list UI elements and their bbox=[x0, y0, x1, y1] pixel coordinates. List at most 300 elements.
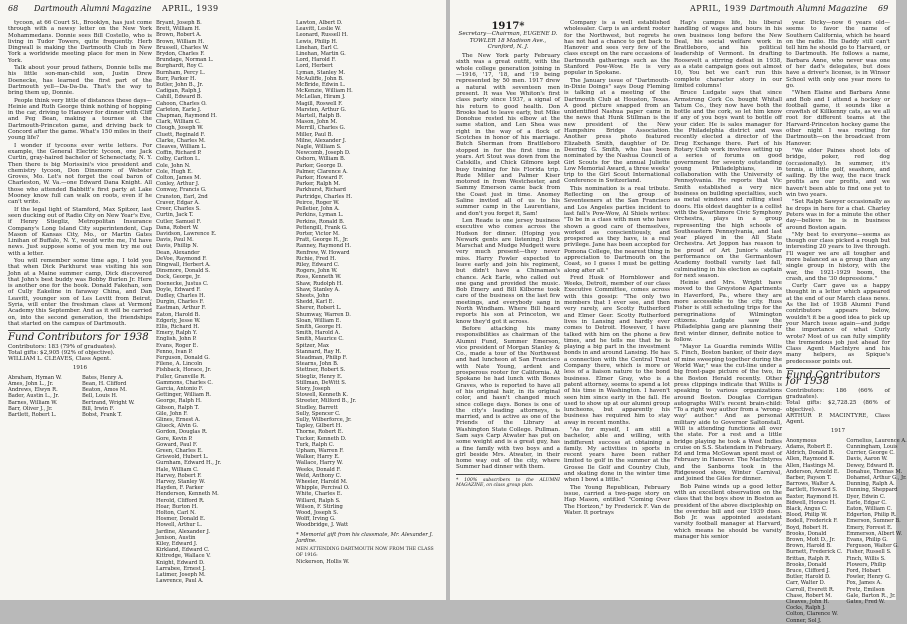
contributor-name: Evans, Roger E. bbox=[156, 342, 199, 349]
fund-title: Fund Contributors for 1938 bbox=[8, 332, 149, 344]
contributor-name: Merrill, Charles G. bbox=[296, 125, 346, 132]
contributor-name: Adams, Robert E. bbox=[786, 443, 833, 450]
contributor-name: Fishback, Horace, Jr. bbox=[156, 367, 212, 374]
contributor-name: Smith, George H. bbox=[296, 323, 342, 330]
contributor-name: Glines, Ernest A. bbox=[156, 417, 201, 423]
fund-stat-line: Total gifts: $2,905 (92% of objective). bbox=[8, 349, 115, 356]
page-number: 68 bbox=[8, 4, 19, 13]
contributor-name: Wood, Joseph S. bbox=[296, 510, 339, 517]
contributor-name: Clarke, Charles M. bbox=[156, 137, 206, 144]
contributor-name: Burnett, Frederick C. bbox=[786, 549, 843, 556]
fund-names bbox=[786, 437, 907, 624]
contributor-name: Bader, Austin L., Jr. bbox=[8, 393, 60, 400]
contributor-name: Kiley, Edward J. bbox=[156, 541, 198, 548]
contributor-name: Bobst, Frank T. bbox=[82, 411, 122, 418]
contributor-name: Barr, Oliver J., Jr. bbox=[8, 405, 53, 412]
contributor-name: Parker, Ralph M. bbox=[296, 181, 341, 188]
contributor-name: Goward, Paul F. bbox=[156, 441, 198, 448]
contributor-name: Herold, Clifford R. bbox=[156, 497, 205, 504]
contributor-name: Bruce, Clifford J. bbox=[786, 567, 830, 574]
paragraph: year. Dicky—now 6 years old—seems to favor the name of Southern California, which he heard on the radio. His Daddy still can't tell him he should go to Harvard, or to Dartmouth. He follows a name, Barbara Anne, who never was one of her dad's delegates, but does have a driver's license, is in Winsor School with only one year more to go. bbox=[786, 20, 890, 89]
magazine-title: Dartmouth Alumni Magazine bbox=[34, 4, 152, 13]
fund-stats bbox=[8, 344, 152, 363]
paragraph: If the legal light of Stamford, Max Spitzer, last seen ducking out of Radio City on New Year's Eve, if Henry Stiegliz, Metropolitan Insurance Company's Long Island City superintendent, Cap Mason of Kansas City, Mo., or Martin Gates Linihan of Buffalo, N. Y., would write me, I'd have news. Just suppose some of you men try me out with a letter. bbox=[8, 206, 152, 257]
contributor-name: Dunning, Sheppard bbox=[846, 487, 898, 494]
attending-note: MEN ATTENDING DARTMOUTH NOW FROM THE CLASS OF 1916: bbox=[296, 547, 434, 559]
contributor-name: Latimer, Joseph M. bbox=[156, 572, 206, 579]
left-page bbox=[0, 0, 446, 600]
contributor-name: Shaw, Rudolph H. bbox=[296, 280, 343, 287]
contributor-name: Pratt, George H., Jr. bbox=[296, 237, 349, 244]
fund-stat-line: WILLIAM L. CLEAVES, Class Agent. bbox=[8, 356, 112, 363]
contributor-name: Dudley, Charles H. bbox=[156, 292, 206, 299]
contributor-name: Dingwall, Herbert A. bbox=[156, 261, 211, 268]
contributor-name: Perkins, Lyman L. bbox=[296, 212, 344, 219]
contributor-name: Newcomb, Joseph D. bbox=[296, 150, 351, 157]
contributor-name: Turk, Ralph C. bbox=[296, 441, 335, 448]
contributor-name: Baxter, Raymond H. bbox=[786, 493, 839, 500]
contributor-name: Lord, Herbert bbox=[296, 63, 333, 70]
paragraph: The January issue of "Dartmouth-in-Dixie Doings" says Doug Fleming is talking at a meeting of the Dartmouth Club at Houston, Texas. A good picture snapped from an unidentified Nashua paper came in the news that Hunk Stillman is the new president of the New Hampshire Bridge Association. Another press photo featured Elizabeth Smith, daughter of Dr. Deering G. Smith, who has been nominated by the Nashua Council of Girl Scouts for the annual Juliette Low Memorial Award, a three weeks' trip to the Girl Scout International Conference in Switzerland. bbox=[564, 77, 670, 185]
contributor-name: Stannard, Ray H. bbox=[296, 348, 342, 355]
contributor-name: Emerson, Sumner B. bbox=[846, 518, 901, 525]
contributor-name: Cornelius, Laurence A. bbox=[846, 437, 907, 444]
contributor-name: Gibson, Ralph T. bbox=[156, 404, 199, 411]
article-text bbox=[456, 53, 560, 471]
contributor-name: Allen, Hastings M. bbox=[786, 462, 835, 469]
fund-names bbox=[8, 375, 152, 418]
contributor-name: Davidson, Lawrence E. bbox=[156, 230, 217, 237]
contributor-name: Fowler, Henry G. bbox=[846, 574, 891, 581]
contributor-name: Black, Angus C. bbox=[786, 505, 828, 512]
contributor-name: Eaton, Harold B. bbox=[156, 311, 201, 318]
contributor-name: Carr, Walter D. bbox=[786, 580, 826, 587]
contributor-name: Howell, Arthur L. bbox=[156, 522, 202, 529]
contributor-name: Bartlett, Robert L. bbox=[8, 411, 57, 418]
divider bbox=[786, 368, 890, 369]
contributor-name: Lord, Harold F. bbox=[296, 57, 336, 64]
contributor-name: Cole, Hugh E. bbox=[156, 168, 193, 175]
contributor-name: Martell, Ralph B. bbox=[296, 113, 342, 120]
contributor-name: Peirce, Roger W. bbox=[296, 199, 340, 206]
contributor-name: Davis, Paul M. bbox=[156, 237, 194, 244]
contributor-name: Fuller, Granville R. bbox=[156, 373, 206, 380]
contributor-name: Ames, John L., Jr. bbox=[8, 380, 54, 387]
paragraph: This nomination is a real tribute. Reflecting on the group of Seventeeners at the San Francisco and Los Angeles parties incident to last fall's Pow-Wow, Al Shiels writes: "To be in a class with men who have shown a good care of themselves, worked as conscientiously, and prospered as they have, is a real privilege. Jane has been accepted for Pomona College, the nearest thing in appreciation to Dartmouth on the Coast, so I guess I must be getting along after all." bbox=[564, 185, 670, 274]
right-page bbox=[450, 0, 907, 624]
contributor-name: Ross, Kenneth W. bbox=[296, 274, 342, 281]
contributor-name: Burghardt, Roy C. bbox=[156, 63, 204, 70]
contributor-name: Ford, Hobart bbox=[846, 567, 881, 574]
contributor-name: Lawrence, Paul A. bbox=[156, 578, 204, 585]
contributor-name: Richie, Fred H. bbox=[296, 255, 337, 262]
paragraph: The Young Republican, February issue, carried a two-page story on Hap Mason, entitled "Coming Over The Horizon," by Frederick F. Van de Water. It portrays bbox=[564, 484, 670, 516]
contributor-name: Harvey, Stanley W. bbox=[156, 479, 206, 486]
contributor-name: Brown, William H. bbox=[156, 38, 205, 45]
paragraph: Fred Husk of Hornblower and Weeks, Detroit, member of our class Executive Committee, comes across with this gossip: "The only two members that I ever see, and then very rarely, are Scotty Rutherford and Elmer Geer. Scotty Rutherford lives in Lansing and hardly ever comes to Detroit. However, I have talked with him on the phone a few times, and he tells me that he is playing a big part in the investment bonds in and around Lansing. He has a connection with the Central Trust Company there, which is more or less of a liaison nature to the bond business. Elmer Gray, who is a patent attorney, seems to spend a lot of his time in Washington. I haven't seen him since early in the fall. He used to show up at our alumni group luncheons, but apparently his business has required him to stay away in recent months. bbox=[564, 274, 671, 426]
contributor-name: Jenison, Austin bbox=[156, 534, 196, 541]
paragraph: Bob Paine winds up a good letter with an excellent observation on the class that the boys show in Boston as president of the above discipleship on the overdue bill and our 1939 dues. Bob Jr. was appointed assistant varsity football manager at Harvard, which means he should be varsity manager his senior bbox=[674, 483, 782, 541]
contributor-name: Emery, Ralph Y. bbox=[156, 330, 198, 337]
contributor-name: Stiegliz, Henry E. bbox=[296, 373, 343, 380]
contributor-name: Holton, Carl N. bbox=[156, 510, 196, 517]
paragraph: Curly Carr gave us a happy thought in a letter which appeared at the end of our March class news. As the list of 1938 Alumni Fund contributors appears below, wouldn't it be a good idea to pick up your March issue again—and judge the importance of what Curly wrote? Most of us can fully simplify the tremendous job just ahead for Class Agent MacIntyre and his many helpers, as Spique's predecessor points out. bbox=[786, 283, 890, 365]
contributor-name: Miller, Paul B. bbox=[296, 131, 334, 138]
contributor-name: Dana, Robert W. bbox=[156, 224, 199, 231]
contributor-name: Carroll, Everett R. bbox=[786, 586, 835, 593]
contributor-name: Dock, George, Jr. bbox=[156, 274, 201, 281]
contributor-name: Harvey, Robert F. bbox=[156, 472, 202, 479]
contributor-name: Barber, Payson T. bbox=[786, 474, 832, 481]
contributor-name: Story, Joseph bbox=[296, 385, 331, 392]
contributor-name: Conway, Francis G. bbox=[156, 187, 207, 194]
contributor-name: Lyman, Stanley M. bbox=[296, 69, 346, 76]
contributor-name: Doyle, Edward F. bbox=[156, 286, 201, 293]
contributor-name: Stillman, DeWitt S. bbox=[296, 379, 347, 386]
contributor-name: Brooks, Donald bbox=[786, 561, 827, 568]
contributor-name: Woodbridge, J. Watt bbox=[296, 522, 349, 529]
contributor-name: Smith, Harold A. bbox=[296, 330, 341, 337]
contributor-name: Mason, John M. bbox=[296, 119, 338, 126]
class-heading: 1917* bbox=[491, 21, 525, 32]
contributor-name: Gates, Fred W. bbox=[846, 598, 885, 605]
contributor-name: Chapman, Raymond H. bbox=[156, 113, 217, 120]
contributor-name: Linehan, Earl C. bbox=[296, 44, 339, 51]
contributor-name: Carleton, Earle J. bbox=[156, 106, 202, 113]
contributor-name: Sherer, Robert L. bbox=[296, 305, 342, 312]
fund-year: 1917 bbox=[830, 428, 846, 435]
contributor-name: Anderson, Arnold E. bbox=[786, 468, 840, 475]
contributor-name: Garcia, Antonio F. bbox=[156, 385, 204, 392]
contributor-name: Streeter, Milford B., Jr. bbox=[296, 398, 357, 405]
contributor-name: Dewey, Edward R. bbox=[846, 462, 895, 469]
contributor-name: Ranney, Raymond H. bbox=[296, 243, 351, 250]
contributor-name: Cunningham, Louis bbox=[846, 443, 898, 450]
contributor-name: Bates, Henry A. bbox=[82, 374, 124, 381]
contributor-name: Davis, Phillip N. bbox=[156, 243, 199, 250]
left-column-2 bbox=[156, 20, 294, 584]
magazine-title: Dartmouth Alumni Magazine bbox=[750, 4, 868, 13]
contributor-name: Barnes, William W. bbox=[8, 399, 58, 406]
contributor-name: Studley, Barrett bbox=[296, 404, 338, 411]
paragraph: Heinie and Mrs. Wright have moved to the Greystone Apartments in Haverford, Pa., where they are more accessible to the city. Russ Fisher is still scheduling trips for the peregrinations of Wilmington citizens. Ludgate saw the Philadelphia gang are planning their first winter dinner, definite notice to follow. bbox=[674, 280, 782, 343]
contributor-name: Bidwell, Horace H. bbox=[786, 499, 836, 506]
contributor-name: Aldrich, Donald B. bbox=[786, 450, 835, 457]
contributor-name: Donahue, Thomas M. bbox=[846, 468, 903, 475]
right-column-1 bbox=[456, 20, 560, 489]
contributor-name: Gammons, Charles C. bbox=[156, 379, 213, 386]
fund-year: 1916 bbox=[72, 365, 88, 372]
issue-date: APRIL, 1939 bbox=[162, 4, 219, 13]
contributor-name: Cocks, Ralph J. bbox=[786, 605, 826, 612]
contributor-name: Bean, H. Clifford bbox=[82, 380, 127, 387]
fund-stats bbox=[786, 388, 890, 426]
contributor-name: Finch, Willis S. bbox=[846, 555, 886, 562]
contributor-name: Fox, James A. bbox=[846, 580, 882, 587]
right-column-2 bbox=[564, 20, 670, 517]
contributor-name: Butler, John B., Jr. bbox=[156, 82, 204, 89]
contributor-name: Cranston, Earl, 2nd bbox=[156, 193, 208, 200]
contributor-name: Craver, Edgar A. bbox=[156, 199, 200, 206]
contributor-name: Hoar, Burton H. bbox=[156, 503, 198, 510]
article-text bbox=[786, 20, 890, 365]
contributor-name: McKenzie, William H. bbox=[296, 88, 353, 95]
contributor-name: Weeks, Donald F. bbox=[296, 466, 341, 473]
contributor-name: Brydon, Charles F. bbox=[156, 51, 205, 58]
contributor-name: Eaton, William C. bbox=[846, 505, 893, 512]
attending-name: Nickerson, Hollis W. bbox=[296, 559, 350, 566]
contributor-name: Hayden, F. Parker bbox=[156, 485, 204, 492]
contributor-name: Emery, Forrest E. bbox=[846, 524, 893, 531]
contributor-name: Glueck, Alvin G. bbox=[156, 423, 199, 430]
contributor-name: Wallace, Harry W. bbox=[296, 460, 343, 467]
contributor-name: Wheeler, Harold M. bbox=[296, 479, 348, 486]
contributor-name: Griswold, Hubert L. bbox=[156, 454, 209, 461]
divider bbox=[456, 474, 560, 475]
paragraph: "Mayor La Guardia reminds Willis S. Finch, Boston banker, of their days of mine sweeping together during the World War," was the cut-line under a big front-page picture of the two, in the Boston Herald recently. Other press clippings indicate that Willis is speaking to various organizations around Boston. Douglas Corrigan autographs Will's recent brain-child: "To a right way author from a 'wrong-way' author." And as personal military aide to Governor Saltonstall, Will is attending functions all over the state. For a rest and a little bridge playing he took a West Indies cruise on S.S. Statendam in February. Ed and Irma McGowan spent most of February in Hanover. The MacIntyres and the Sanborns took in the Ridgewood show, Winter Carnival, and joined the Giles for dinner. bbox=[674, 344, 782, 483]
contributor-name: Blood, Philip W. bbox=[786, 512, 828, 519]
contributor-name: Chase, Robert M. bbox=[786, 592, 833, 599]
contributor-name: Dyer, Edwin C. bbox=[846, 493, 886, 500]
left-page-header bbox=[0, 4, 446, 16]
contributor-name: Parker, George D. bbox=[296, 162, 343, 169]
contributor-name: English, John P. bbox=[156, 336, 197, 343]
contributor-name: Ellis, Richard H. bbox=[156, 323, 200, 330]
contributor-name: Brown, Harold B. bbox=[786, 543, 832, 550]
footnote: * 100% subscribers to the ALUMNI MAGAZINE, on class group plan. bbox=[456, 477, 560, 489]
contributor-name: Fretz, Emilson bbox=[846, 586, 885, 593]
paragraph: "Set Ralph Sawyer occasionally as he drops in here for a chat. Charley Peters was in for a minute the other day—believe he is in business around Boston again. bbox=[786, 199, 890, 231]
contributor-name: Thorne, Robert E. bbox=[296, 429, 344, 436]
paragraph: People think very little of distances these days—Heinie and Ruth George think nothing of hopping in the car, driving to Hanover for dinner with Cliff and Peg Bean, making a tournee at the Dartmouth-Princeton game, and driving back to Concord after the game. What's 150 miles in their young life? bbox=[8, 97, 152, 142]
right-column-3 bbox=[674, 20, 782, 541]
contributor-name: Sloan, William E. bbox=[296, 317, 342, 324]
contributor-name: Gale, Barton R., Jr. bbox=[846, 592, 896, 599]
contributor-name: Steadman, Philip F. bbox=[296, 354, 347, 361]
contributor-name: Linehan, Martin G. bbox=[296, 51, 346, 58]
contributor-name: Fisher, Russell S. bbox=[846, 549, 892, 556]
contributor-name: Fenno, Ivan P. bbox=[156, 348, 193, 355]
contributor-name: Osborn, William B. bbox=[296, 156, 346, 163]
contributor-name: Shedd, Karl E. bbox=[296, 299, 335, 306]
contributor-name: Allen, Raymond K. bbox=[786, 456, 835, 463]
contributor-name: Cluett, Reginald F. bbox=[156, 131, 205, 138]
contributor-name: Brown, Mott D., Jr. bbox=[786, 536, 836, 543]
contributor-name: Bartlett, Howard S. bbox=[786, 487, 838, 494]
contributor-name: Lawton, Albert D. bbox=[296, 20, 343, 26]
contributor-name: Bell, Louis H. bbox=[82, 393, 118, 400]
contributor-name: Kirkland, Edward C. bbox=[156, 547, 210, 554]
left-column-3 bbox=[296, 20, 438, 566]
contributor-name: Brett, William H. bbox=[156, 26, 201, 33]
contributor-name: Bertrand, Wright W. bbox=[82, 399, 135, 406]
contributor-name: Shumway, Warren D. bbox=[296, 311, 351, 318]
contributor-name: Gile, John F. bbox=[156, 410, 188, 417]
right-column-4 bbox=[786, 20, 907, 624]
contributor-name: Spitzer, Max bbox=[296, 342, 329, 349]
contributor-name: Larrabee, Ernest J. bbox=[156, 565, 206, 572]
contributor-name: Edgerly, Jesse W. bbox=[156, 317, 201, 324]
paragraph: Len Reade is one jersey business executive who comes across the Hudson for dinner. (Hoping you Newark gents are listening.) Dick Marschat and Mudge Mudgett were very much present—they never miss. Harry Fowler expected to leave early and join his regiment, but didn't have a Chinaman's chance. Ack Earle, who called out one gang and provided the music. Bob Emery and Bill Kilborne took care of the business on the last few meetings, and everybody sang in North Windham. Where Bill heard reports his son at Princeton, we know they'd got it across. bbox=[456, 217, 560, 325]
paragraph: Bruce Ludgate says that since Armstrong Cork Co. bought Whitall Tatum Co., they now have both the bottle and the cork, so let him know if any of you boys want to bottle off your cider. He is sales manager for the Philadelphia district and was recently elected a director of the Drug Exchange there. Part of his Rotary Club work involves setting up a series of forums on good government for seventy outstanding young Philadelphians, in collaboration with the University of Pennsylvania. He reports that Vic Smith established a very nice business on building specialties, such as metal windows and rolling steel doors. His oldest daughter is a cellist with the Swarthmore Civic Symphony Orchestra, plays in a group representing the high schools of Southeastern Pennsylvania, and last year played in the All State Orchestra. Art Joppon has reason to be proud of Art Junior's stellar performance on the Germantown Academy football varsity last fall, culminating in his election as captain for next season. bbox=[674, 90, 782, 279]
contributor-name: Cadigan, Ralph J. bbox=[156, 88, 202, 95]
article-text bbox=[8, 20, 152, 327]
contributor-name: Sheets, John bbox=[296, 292, 329, 299]
contributor-name: Colton, James M. bbox=[156, 175, 202, 182]
contributor-name: Walker, Harry E. bbox=[296, 454, 340, 461]
contributor-name: Cole, John N. bbox=[156, 162, 191, 169]
contributor-name: Barrows, Walter A. bbox=[786, 481, 836, 488]
contributor-name: McAuliffe, John B. bbox=[296, 75, 344, 82]
article-text bbox=[674, 20, 782, 540]
contributor-name: Leonard, Russell H. bbox=[296, 32, 348, 39]
contributor-name: Gurnham, Edward H., Jr. bbox=[156, 460, 222, 467]
contributor-name: Brittan, Ralph R. bbox=[786, 555, 831, 562]
paragraph: "My best to everyone—seems as though our class picked a rough but interesting 20 years to live through. I'll wager we are all tougher and more balanced as a group than any single group in history, with the war, the 1921-1929 boom, the crash, and the '30 depressions." bbox=[786, 231, 890, 282]
paragraph: Before attacking his many responsibilities as chairman of the Alumni Fund, Summer Emerson, vice president of Morgan Stanley & Co., made a tour of the Northwest and had luncheon at San Francisco with Nate Young, ardent and prosperous rooter for California. At Spokane he had lunch with Bones Graves, who is reported to have all of his original hair, in its original color, and hasn't changed much since college days. Bones is one of the city's leading attorneys, is married, and is active as one of the Friends of the Library at Washington State College. Pullman. Sam says Carp Atwater has put on some weight and is a great guy, has a fine family with two boys and a girl beside Mrs. Atwater, in their home way out of the city, where Summer had dinner with them. bbox=[456, 325, 560, 471]
contributor-name: White, Charles E. bbox=[296, 491, 343, 498]
contributor-name: Rogers, John W. bbox=[296, 268, 338, 275]
paragraph: "We elder Paines shoot lots of bridge, poker, red dog (occasionally). In summer, it's tennis, a little golf, seashore, and sailing. By the way, the race track profits are our profits, and we haven't been able to find one yet to win two years. bbox=[786, 147, 890, 199]
contributor-name: Bill, Irwin F. bbox=[82, 405, 115, 412]
contributor-name: Partridge, Charles H. bbox=[296, 193, 353, 200]
paragraph: Talk about your proud fathers, Donnie tells me his little son-man-child son, Justin Drew Doenecke, has learned the first part of the Dartmouth yell—Da-Da-Da. That's the way to bring them up, Donnie. bbox=[8, 65, 152, 97]
contributor-name: Perkins, Ronald B. bbox=[296, 218, 345, 225]
contributor-name: Tapley, Gilbert H. bbox=[296, 423, 342, 430]
contributor-name: Boyd, Robert H. bbox=[786, 524, 829, 531]
contributor-name: Gore, Kevin P. bbox=[156, 435, 193, 442]
contributor-name: Palmer, Clarence A. bbox=[296, 168, 348, 175]
contributor-name: Cahoon, Charles O. bbox=[156, 100, 207, 107]
contributor-name: Stettner, Robert S. bbox=[296, 367, 346, 374]
contributor-name: Cleaves, William L. bbox=[156, 144, 207, 151]
contributor-name: Parker, Howard F. bbox=[296, 175, 344, 182]
contributor-name: Riley, Edward C. bbox=[296, 261, 340, 268]
contributor-name: Colby, Carlton L. bbox=[156, 156, 201, 163]
paragraph: You will remember some time ago, I told you that when Dick Parkhurst was visiting his son John at a Maine summer camp, Dick discovered that John's best buddy was Bobby Burlen Jr. Here is another one for the book. Donald Fakehan, son of Cully Eakeline in faraway China, and Dan Leavitt, younger son of Les Levitt from Beirut, Syria, will enter the freshman class at Vermont Academy this September. And as it will be carried on, into the second generation, the friendships that started on the campus of Dartmouth. bbox=[8, 257, 152, 327]
contributor-name: Pettengill, Frank G. bbox=[296, 224, 348, 231]
fund-stat-line: Total gifts: $2,728.25 (86% of objective). bbox=[786, 400, 890, 413]
contributor-name: Sully, Spencer C. bbox=[296, 410, 341, 417]
fund-stat-line: ARTHUR P. MACINTYRE, Class Agent. bbox=[786, 412, 890, 426]
paragraph: Company is a well established wholesaler. Carp is an ardent rooter for the Northwest, but regrets he has not had a chance to get back to Hanover and sees very few of the class except on the rare occasions of Dartmouth gatherings such as the Stanford Pow-Wow. He is very popular in Spokane. bbox=[564, 20, 670, 77]
contributor-name: Whipple, Percival O. bbox=[296, 485, 350, 492]
contributor-name: Green, Charles E. bbox=[156, 448, 203, 455]
contributor-name: Evans, Philip G. bbox=[846, 536, 888, 543]
contributor-name: Dean, Alexander bbox=[156, 249, 200, 256]
contributor-name: Brussell, Charles W. bbox=[156, 44, 209, 51]
contributor-name: Coffin, Richard P. bbox=[156, 150, 202, 157]
contributor-name: Tucker, Kenneth D. bbox=[296, 435, 347, 442]
contributor-name: Edgerton, Philip R. bbox=[846, 512, 897, 519]
contributor-name: Colton, Clarence W. bbox=[786, 611, 838, 618]
contributor-name: Abraham, Hyman W. bbox=[8, 374, 62, 381]
contributor-name: Smith, Maurice C. bbox=[296, 336, 344, 343]
contributor-name: Gettinger, William R. bbox=[156, 392, 212, 399]
contributor-name: Henderson, Kenneth M. bbox=[156, 491, 219, 498]
contributor-name: Cleaves, John H. bbox=[786, 598, 830, 605]
contributor-name: Doenecke, Justus C. bbox=[156, 280, 209, 287]
contributor-name: Wolff, Irving G. bbox=[296, 516, 336, 523]
contributor-name: Stearns, John B. bbox=[296, 361, 339, 368]
contributor-name: Dunning, Ralph A. bbox=[846, 481, 895, 488]
contributor-name: Ferguson, Donald G. bbox=[156, 354, 210, 361]
contributor-name: Gordon, Douglas R. bbox=[156, 429, 208, 436]
contributor-name: Cahill, Edward B. bbox=[156, 94, 203, 101]
contributor-name: Burnham, Percy L. bbox=[156, 69, 206, 76]
contributor-name: Earle, Edgar C. bbox=[846, 499, 887, 506]
paragraph: tycoon, at 66 Court St., Brooklyn, has just come through with a newsy letter on the New York Mohammedans. Donnie sees Bill Costello, who is living in Tudor Towers, quite frequently. Herb Dingwall is making the Dartmouth Club in New York a worldwide meeting place for men in New York. bbox=[8, 20, 152, 64]
contributor-name: Durgin, Charles F. bbox=[156, 299, 204, 306]
contributor-name: Brundage, Norman L. bbox=[156, 57, 214, 64]
contributor-name: Bodell, Frederick F. bbox=[786, 518, 838, 525]
divider bbox=[8, 330, 152, 331]
page-number: 69 bbox=[878, 4, 889, 13]
contributor-name: Andrews, Elwyn R. bbox=[8, 387, 58, 394]
contributor-name: Knight, Edward D. bbox=[156, 559, 205, 566]
contributor-name: Brown, Robert A. bbox=[156, 32, 202, 39]
paragraph: Hap's campus life, his liberal handling of wages and hours in his own business long before the New Deal, his social welfare work in Brattleboro, and his political leadership of Vermont. In drafting Roosevelt a stirring defeat in 1938, as a state campaign goes out almost 10, You bet we can't run this complete character story in our limited columns! bbox=[674, 20, 782, 89]
contributor-name: Creer, Charles S. bbox=[156, 206, 201, 213]
contributor-name: Filene, A. Lincoln bbox=[156, 361, 203, 368]
contributor-name: Stowell, Kenneth K. bbox=[296, 392, 349, 399]
contributor-name: Cutler, Samuel F. bbox=[156, 218, 202, 225]
contributor-name: Shaw, Stanley A. bbox=[296, 286, 340, 293]
contributor-name: George, Ralph H. bbox=[156, 398, 202, 405]
memorial-note: * Memorial gift from his classmate, Mr. Alexander J. Jardine. bbox=[296, 531, 433, 544]
contributor-name: McBride, Edwin L. bbox=[296, 82, 346, 89]
contributor-name: Anonymous bbox=[786, 437, 817, 444]
issue-date: APRIL, 1939 bbox=[690, 4, 747, 13]
contributor-name: Lewis, Philip H. bbox=[296, 38, 338, 45]
paragraph: "When Elaine and Barbara Anne and Bob and I attend a hockey or football game, it sounds like a crawfish of Killkenny cats, as we all root for different teams at the Harvard-Princeton hockey game the other night I was rooting for Dartmouth—on the broadcast from Hanover. bbox=[786, 90, 890, 147]
contributor-name: Porter, Victor M. bbox=[296, 230, 340, 237]
contributor-name: Burr, Parker H. bbox=[156, 75, 197, 82]
contributor-name: Conley, Arthur J. bbox=[156, 181, 200, 188]
contributor-name: Ferguson, Walter G. bbox=[846, 543, 899, 550]
contributor-name: Hosmer, Donald E. bbox=[156, 516, 206, 523]
contributor-name: Parkhurst, Richard bbox=[296, 187, 346, 194]
fund-stat-line: Contributors: 183 (79% of graduates). bbox=[8, 343, 117, 350]
contributor-name: Wilson, F. Stirling bbox=[296, 503, 343, 510]
contributor-name: DeVoe, Raymond F. bbox=[156, 255, 207, 262]
left-column-1 bbox=[8, 20, 152, 418]
contributor-name: Davis, Aaron W. bbox=[846, 456, 888, 463]
contributor-name: Dohamel, Arthur G., Jr. bbox=[846, 474, 907, 481]
contributor-name: Butler, Harold D. bbox=[786, 574, 831, 581]
contributor-name: Currier, George C. bbox=[846, 450, 895, 457]
contributor-name: Brooks, Donald bbox=[786, 530, 827, 537]
contributor-name: Nagle, William S. bbox=[296, 144, 342, 151]
contributor-name: Upham, Warren F. bbox=[296, 448, 344, 455]
fund-stat-line: Contributors: 186 (66% of graduates). bbox=[786, 387, 890, 400]
contributor-name: Weld, Anthony C. bbox=[296, 472, 342, 479]
contributor-name: Pelletier, John A. bbox=[296, 206, 340, 213]
contributor-name: Beaton, Amos M. bbox=[82, 387, 127, 394]
contributor-name: Clark, William C. bbox=[156, 119, 201, 126]
paragraph: "As for myself, I am still a bachelor, able and willing, with indifferent success at obtaining a family. My activities in sports in recent years have been rather limited to golf in the summer at the Grosse Ile Golf and Country Club, and skating done in the winter time when I bowl a little." bbox=[564, 427, 670, 484]
contributor-name: Flowers, Philip bbox=[846, 561, 886, 568]
contributor-name: Kittredge, Wallace V. bbox=[156, 553, 211, 560]
contributor-name: Eastman, Arthur F. bbox=[156, 305, 206, 312]
contributor-name: Sully, Wilberforce, Jr. bbox=[296, 417, 352, 423]
right-page-header bbox=[450, 4, 896, 16]
contributor-name: McLellan, Hiram J. bbox=[296, 94, 346, 101]
contributor-name: Leavitt, Leslie W. bbox=[296, 26, 341, 33]
contributor-name: Clough, Joseph W. bbox=[156, 125, 204, 132]
contributor-name: Curtin, Jack T. bbox=[156, 212, 194, 219]
article-text bbox=[564, 20, 670, 516]
